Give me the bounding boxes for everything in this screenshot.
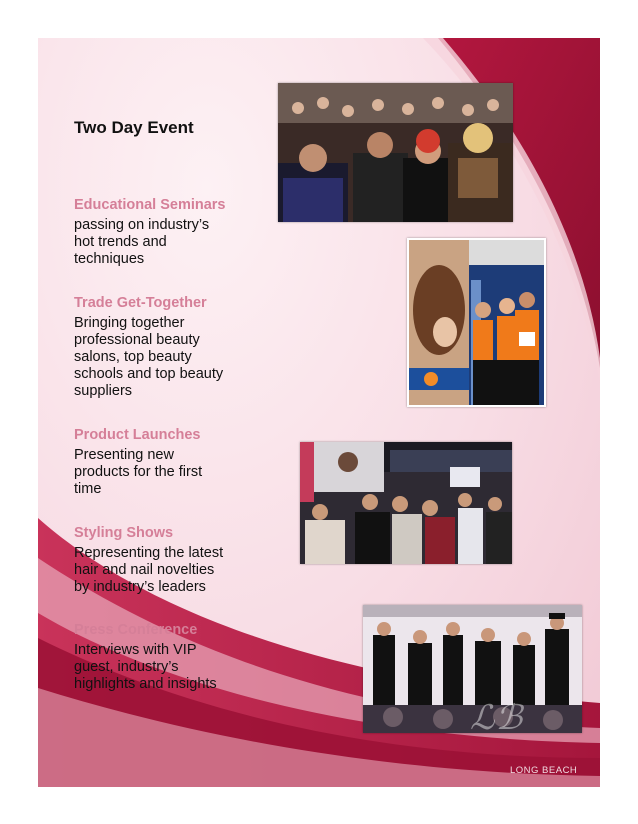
section-line: highlights and insights <box>74 676 217 692</box>
section-line: salons, top beauty <box>74 349 192 365</box>
section-line: professional beauty <box>74 332 200 348</box>
section-line: suppliers <box>74 383 133 399</box>
watermark-text: LONG BEACH <box>510 765 578 776</box>
section-line: schools and top beauty <box>74 366 224 382</box>
section-heading: Product Launches <box>74 427 201 443</box>
photo-trade-booth <box>407 238 546 407</box>
section-line: Representing the latest <box>74 545 224 561</box>
section-line: techniques <box>74 251 145 267</box>
section-heading: Educational Seminars <box>74 197 226 213</box>
section-styling-shows <box>74 524 254 596</box>
section-line: Interviews with VIP <box>74 642 197 658</box>
section-line: hair and nail novelties <box>74 562 215 578</box>
page-title: Two Day Event <box>74 118 194 137</box>
section-trade-get-together <box>74 294 254 400</box>
section-body <box>74 545 254 596</box>
watermark-logo-script: ℒℬ <box>470 698 524 738</box>
section-educational-seminars <box>74 196 254 268</box>
section-line: products for the first <box>74 464 203 480</box>
section-line: passing on industry’s <box>74 217 210 233</box>
photo-seminar-crowd <box>278 83 513 222</box>
section-line: by industry’s leaders <box>74 579 206 595</box>
section-product-launches <box>74 426 254 498</box>
section-heading: Press Conference <box>74 622 198 638</box>
event-slide <box>38 38 600 787</box>
section-press-conference <box>74 621 254 693</box>
section-heading: Trade Get-Together <box>74 295 207 311</box>
section-line: hot trends and <box>74 234 167 250</box>
photo-expo-floor <box>300 442 512 564</box>
section-line: Presenting new <box>74 447 174 463</box>
section-body <box>74 217 254 268</box>
section-heading: Styling Shows <box>74 525 174 541</box>
section-body <box>74 642 254 693</box>
section-body <box>74 447 254 498</box>
section-line: guest, industry’s <box>74 659 179 675</box>
section-line: time <box>74 481 102 497</box>
section-line: Bringing together <box>74 315 185 331</box>
section-body <box>74 315 254 400</box>
